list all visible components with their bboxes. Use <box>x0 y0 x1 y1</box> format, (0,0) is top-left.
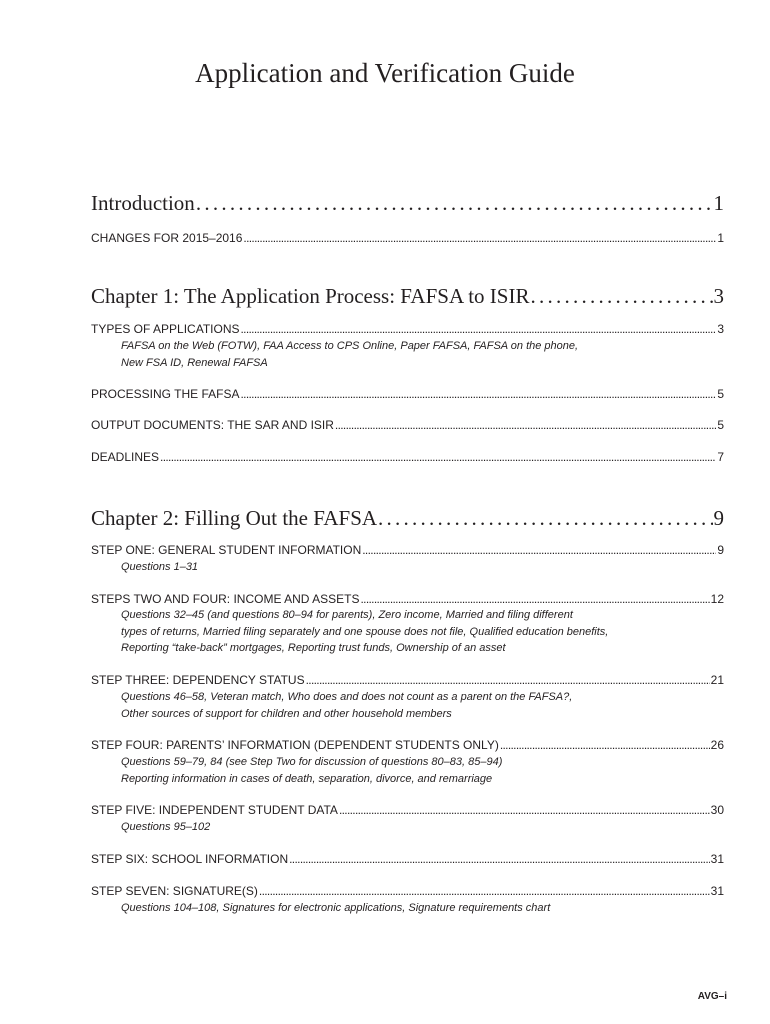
toc-entry-notes <box>121 559 721 576</box>
toc-entry-step-three[interactable] <box>91 673 724 688</box>
dot-leader <box>361 592 710 607</box>
toc-entry-steps-two-and-four[interactable] <box>91 592 724 607</box>
toc-note-line: Reporting “take-back” mortgages, Reporting trust funds, Ownership of an asset <box>121 642 506 654</box>
dot-leader <box>259 884 710 899</box>
toc-page-number: 31 <box>710 852 724 866</box>
toc-entry-label: STEP FOUR: PARENTS’ INFORMATION (DEPENDENT STUDENTS ONLY) <box>91 738 499 752</box>
toc-note-line: Questions 32–45 (and questions 80–94 for parents), Zero income, Married and filing different <box>121 609 573 621</box>
toc-entry-step-five[interactable] <box>91 803 724 818</box>
toc-entry-label: STEP THREE: DEPENDENCY STATUS <box>91 673 305 687</box>
dot-leader <box>240 322 716 337</box>
dot-leader <box>339 803 710 818</box>
toc-entry-label: PROCESSING THE FAFSA <box>91 387 240 401</box>
toc-entry-label: STEP SEVEN: SIGNATURE(S) <box>91 884 258 898</box>
toc-page-number: 5 <box>717 418 724 432</box>
toc-entry-chapter-1[interactable] <box>91 283 724 309</box>
toc-entry-notes <box>121 607 721 657</box>
dot-leader <box>196 190 713 216</box>
dot-leader <box>500 738 710 753</box>
dot-leader <box>362 543 716 558</box>
toc-entry-label: Introduction <box>91 191 195 215</box>
toc-note-line: Other sources of support for children and other household members <box>121 707 452 720</box>
toc-entry-label: Chapter 2: Filling Out the FAFSA <box>91 506 378 530</box>
toc-entry-label: STEP FIVE: INDEPENDENT STUDENT DATA <box>91 803 338 817</box>
dot-leader <box>289 852 710 867</box>
toc-note-line: FAFSA on the Web (FOTW), FAA Access to CPS Online, Paper FAFSA, FAFSA on the phone, <box>121 340 579 352</box>
dot-leader <box>240 387 716 402</box>
toc-page-number: 3 <box>717 322 724 336</box>
dot-leader <box>160 450 716 465</box>
toc-page-number: 9 <box>713 506 724 530</box>
toc-page-number: 9 <box>717 543 724 557</box>
toc-page-number: 31 <box>710 884 724 898</box>
toc-page-number: 1 <box>717 231 724 245</box>
toc-page-number: 21 <box>710 673 724 687</box>
toc-page-number: 3 <box>713 284 724 308</box>
dot-leader <box>306 673 710 688</box>
toc-page-number: 12 <box>710 592 724 606</box>
toc-entry-label: STEPS TWO AND FOUR: INCOME AND ASSETS <box>91 592 360 606</box>
toc-note-line: Questions 1–31 <box>121 561 199 573</box>
toc-entry-step-seven[interactable] <box>91 884 724 899</box>
toc-entry-label: STEP SIX: SCHOOL INFORMATION <box>91 852 289 866</box>
document-title: Application and Verification Guide <box>195 58 575 88</box>
toc-page-number: 7 <box>717 450 724 464</box>
toc-entry-chapter-2[interactable] <box>91 505 724 531</box>
dot-leader <box>243 231 716 246</box>
toc-entry-step-one[interactable] <box>91 543 724 558</box>
toc-entry-output-documents[interactable] <box>91 418 724 433</box>
toc-entry-label: STEP ONE: GENERAL STUDENT INFORMATION <box>91 543 362 557</box>
toc-page-number: 30 <box>710 803 724 817</box>
toc-page-number: 26 <box>710 738 724 752</box>
toc-entry-changes[interactable] <box>91 231 724 246</box>
toc-page-number: 1 <box>713 191 724 215</box>
toc-entry-notes <box>121 689 721 722</box>
toc-entry-processing-the-fafsa[interactable] <box>91 387 724 402</box>
toc-entry-label: OUTPUT DOCUMENTS: THE SAR AND ISIR <box>91 418 334 432</box>
toc-entry-notes <box>121 338 721 371</box>
toc-entry-step-four[interactable] <box>91 738 724 753</box>
toc-note-line: Questions 104–108, Signatures for electronic applications, Signature requirements chart <box>121 902 551 914</box>
toc-entry-notes <box>121 754 721 787</box>
dot-leader <box>378 505 712 531</box>
toc-entry-label: CHANGES FOR 2015–2016 <box>91 231 243 245</box>
toc-entry-types-of-applications[interactable] <box>91 322 724 337</box>
toc-entry-label: DEADLINES <box>91 450 160 464</box>
toc-entry-label: TYPES OF APPLICATIONS <box>91 322 240 336</box>
toc-entry-label: Chapter 1: The Application Process: FAFSA to ISIR <box>91 284 530 308</box>
toc-entry-step-six[interactable] <box>91 852 724 867</box>
toc-entry-deadlines[interactable] <box>91 450 724 465</box>
dot-leader <box>530 283 712 309</box>
toc-entry-notes <box>121 900 721 917</box>
page-footer-label: AVG–i <box>697 991 727 1002</box>
toc-note-line: New FSA ID, Renewal FAFSA <box>121 356 268 369</box>
toc-note-line: Questions 95–102 <box>121 821 211 833</box>
toc-note-line: types of returns, Married filing separately and one spouse does not file, Qualified education benefits, <box>121 625 609 638</box>
toc-entry-introduction[interactable] <box>91 190 724 216</box>
toc-entry-notes <box>121 819 721 836</box>
toc-note-line: Reporting information in cases of death, separation, divorce, and remarriage <box>121 772 493 785</box>
toc-note-line: Questions 46–58, Veteran match, Who does and does not count as a parent on the FAFSA?, <box>121 691 573 703</box>
toc-page-number: 5 <box>717 387 724 401</box>
dot-leader <box>335 418 716 433</box>
toc-note-line: Questions 59–79, 84 (see Step Two for discussion of questions 80–83, 85–94) <box>121 756 503 768</box>
